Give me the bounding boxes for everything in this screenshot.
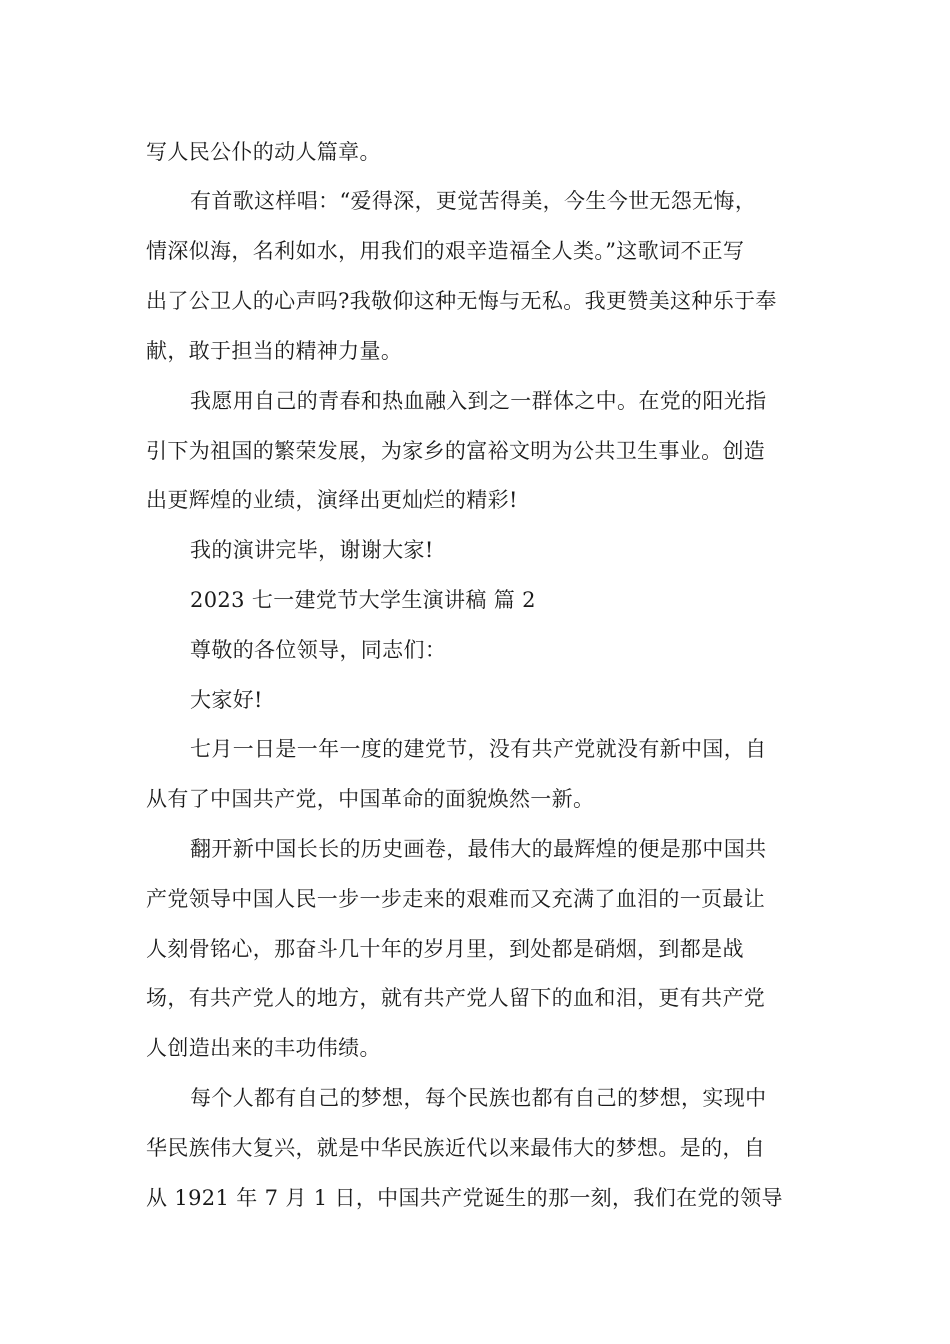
- text-line: 出更辉煌的业绩，演绎出更灿烂的精彩!: [146, 488, 518, 512]
- text-line: 人创造出来的丰功伟绩。: [146, 1036, 381, 1060]
- greeting: 大家好!: [190, 688, 263, 712]
- text-line: 献，敢于担当的精神力量。: [146, 339, 403, 363]
- text-line: 人刻骨铭心，那奋斗几十年的岁月里，到处都是硝烟，到都是战: [146, 937, 744, 961]
- paragraph-first-line: 七月一日是一年一度的建党节，没有共产党就没有新中国，自: [190, 737, 767, 761]
- text-line: 从 1921 年 7 月 1 日，中国共产党诞生的那一刻，我们在党的领导: [146, 1186, 783, 1210]
- paragraph-first-line: 我愿用自己的青春和热血融入到之一群体之中。在党的阳光指: [190, 389, 767, 413]
- text-line: 情深似海，名利如水，用我们的艰辛造福全人类。”这歌词不正写: [146, 239, 745, 263]
- text-line: 产党领导中国人民一步一步走来的艰难而又充满了血泪的一页最让: [146, 887, 766, 911]
- text-line: 引下为祖国的繁荣发展，为家乡的富裕文明为公共卫生事业。创造: [146, 439, 766, 463]
- section-heading: 2023 七一建党节大学生演讲稿 篇 2: [190, 588, 536, 612]
- paragraph-first-line: 有首歌这样唱：“爱得深，更觉苦得美，今生今世无怨无悔，: [190, 189, 757, 213]
- text-line: 写人民公仆的动人篇章。: [146, 140, 381, 164]
- salutation: 尊敬的各位领导，同志们：: [190, 638, 447, 662]
- paragraph-first-line: 翻开新中国长长的历史画卷，最伟大的最辉煌的便是那中国共: [190, 837, 767, 861]
- closing-line: 我的演讲完毕，谢谢大家!: [190, 538, 434, 562]
- paragraph-first-line: 每个人都有自己的梦想，每个民族也都有自己的梦想，实现中: [190, 1086, 767, 1110]
- text-line: 从有了中国共产党，中国革命的面貌焕然一新。: [146, 787, 595, 811]
- text-line: 场，有共产党人的地方，就有共产党人留下的血和泪，更有共产党: [146, 986, 766, 1010]
- text-line: 华民族伟大复兴，就是中华民族近代以来最伟大的梦想。是的，自: [146, 1136, 766, 1160]
- text-line: 出了公卫人的心声吗?我敬仰这种无悔与无私。我更赞美这种乐于奉: [146, 289, 777, 313]
